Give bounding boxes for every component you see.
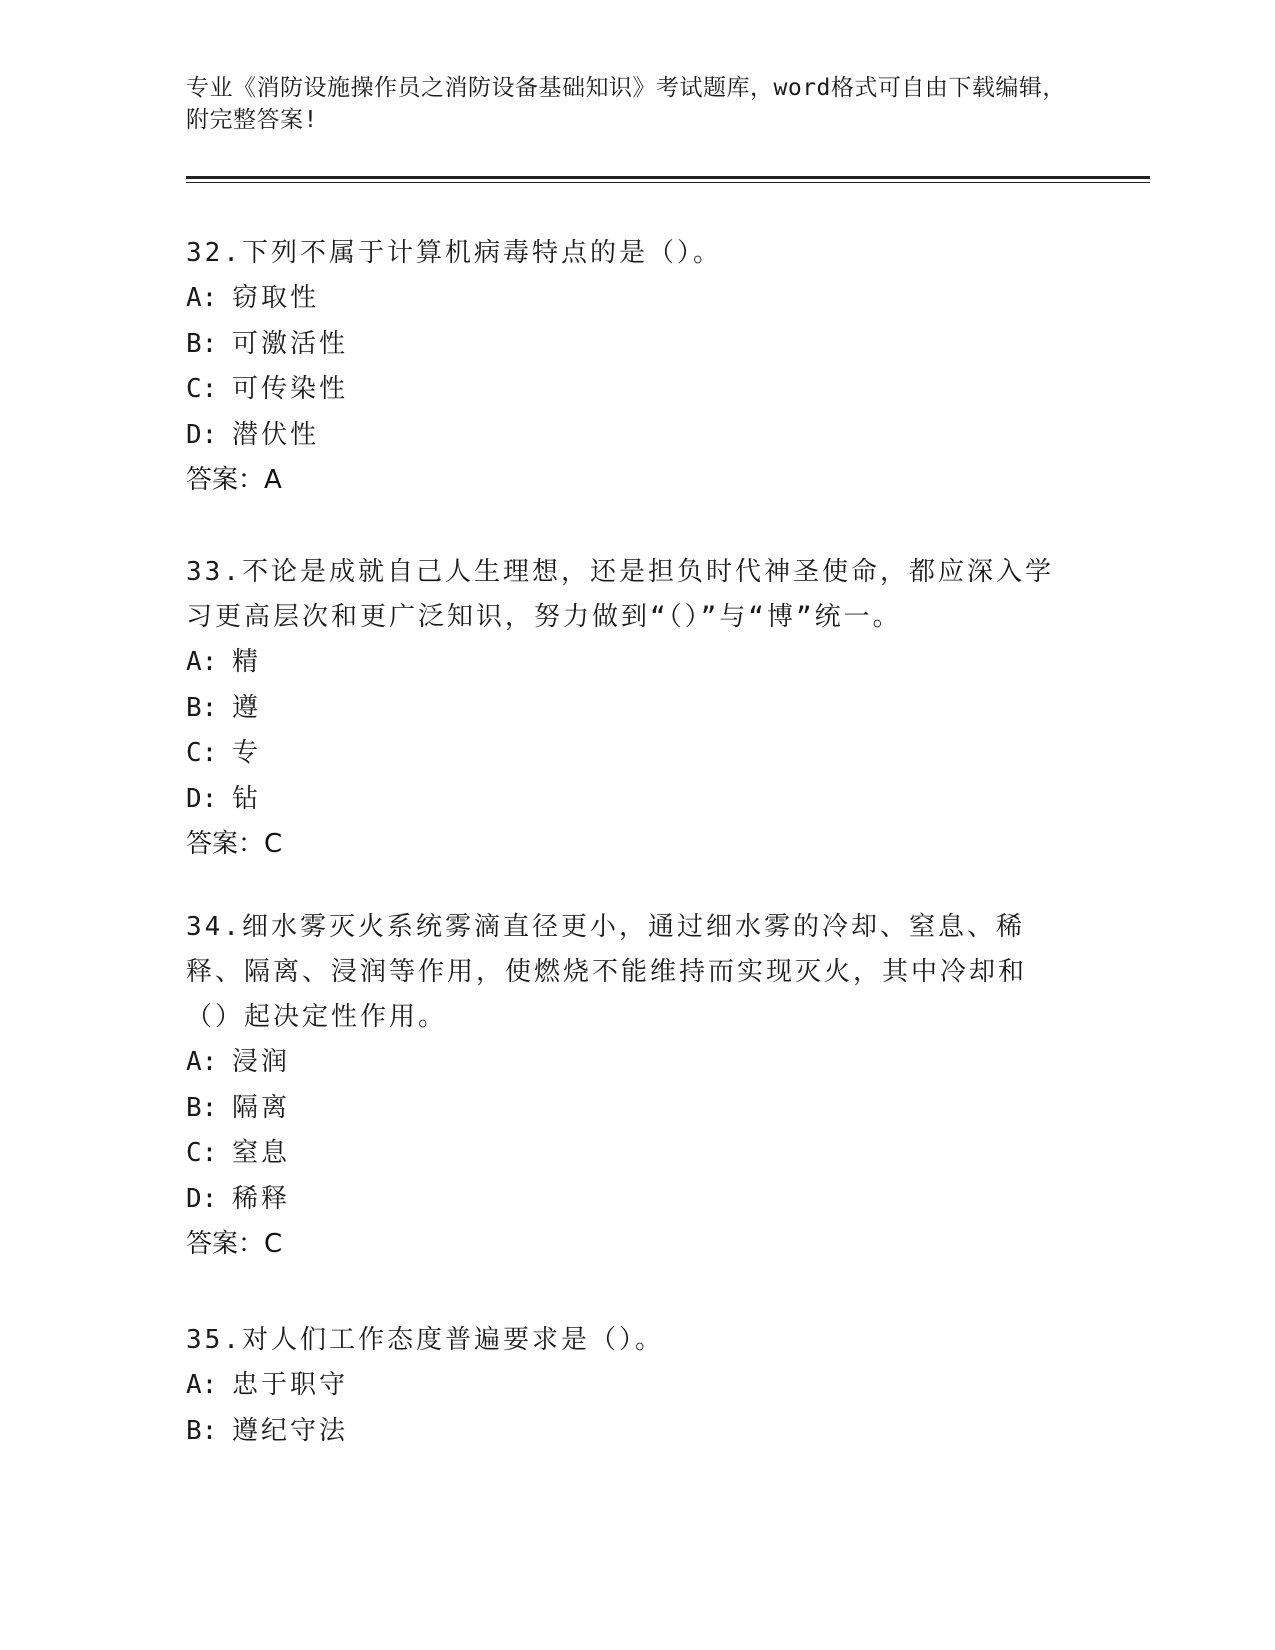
document-header: 专业《消防设施操作员之消防设备基础知识》考试题库，word格式可自由下载编辑，附完整答案! (186, 75, 1066, 133)
option-label: A: (186, 1370, 218, 1400)
option-c (186, 731, 1066, 777)
option-text: 可传染性 (232, 374, 349, 404)
header-divider-thin (186, 182, 1150, 183)
answer-line: 答案：C (186, 1229, 283, 1259)
option-text: 精 (232, 647, 262, 677)
option-b (186, 686, 1066, 732)
option-text: 窒息 (232, 1138, 291, 1168)
option-label: B: (186, 328, 218, 359)
option-label: D: (186, 1183, 218, 1214)
option-text: 可激活性 (232, 328, 349, 359)
option-text: 专 (232, 738, 262, 768)
option-b (186, 1086, 1066, 1132)
option-d (186, 777, 1066, 823)
option-text: 稀释 (232, 1183, 291, 1214)
option-label: B: (186, 692, 218, 723)
option-text: 遵 (232, 692, 262, 723)
option-text: 遵纪守法 (232, 1415, 349, 1446)
option-a (186, 640, 1066, 686)
option-text: 窃取性 (232, 283, 320, 313)
option-text: 钻 (232, 783, 262, 814)
option-label: A: (186, 647, 218, 677)
option-label: A: (186, 283, 218, 313)
option-label: D: (186, 419, 218, 450)
question-34 (186, 905, 1066, 1267)
header-divider-thick (186, 176, 1150, 179)
option-label: C: (186, 1138, 218, 1168)
option-c (186, 367, 1066, 413)
question-stem: 34.细水雾灭火系统雾滴直径更小，通过细水雾的冷却、窒息、稀释、隔离、浸润等作用，使燃烧不能维持而实现灭火，其中冷却和（）起决定性作用。 (186, 912, 1028, 1032)
option-d (186, 1177, 1066, 1223)
option-text: 忠于职守 (232, 1370, 349, 1400)
question-stem: 33.不论是成就自己人生理想，还是担负时代神圣使命，都应深入学习更高层次和更广泛知识，努力做到“（）”与“博”统一。 (186, 557, 1054, 632)
option-label: C: (186, 374, 218, 404)
question-32 (186, 231, 1066, 503)
option-label: B: (186, 1415, 218, 1446)
option-label: A: (186, 1047, 218, 1077)
option-label: C: (186, 738, 218, 768)
option-text: 潜伏性 (232, 419, 320, 450)
question-33 (186, 550, 1066, 867)
question-stem: 35.对人们工作态度普遍要求是（）。 (186, 1325, 664, 1355)
option-label: D: (186, 783, 218, 814)
answer-line: 答案：A (186, 465, 282, 495)
option-c (186, 1131, 1066, 1177)
option-a (186, 1363, 1066, 1409)
option-b (186, 322, 1066, 368)
option-text: 隔离 (232, 1092, 291, 1123)
option-d (186, 413, 1066, 459)
question-35 (186, 1318, 1066, 1454)
option-a (186, 1040, 1066, 1086)
answer-line: 答案：C (186, 829, 283, 859)
question-stem: 32.下列不属于计算机病毒特点的是（）。 (186, 238, 722, 268)
option-a (186, 276, 1066, 322)
option-b (186, 1409, 1066, 1455)
option-label: B: (186, 1092, 218, 1123)
option-text: 浸润 (232, 1047, 291, 1077)
